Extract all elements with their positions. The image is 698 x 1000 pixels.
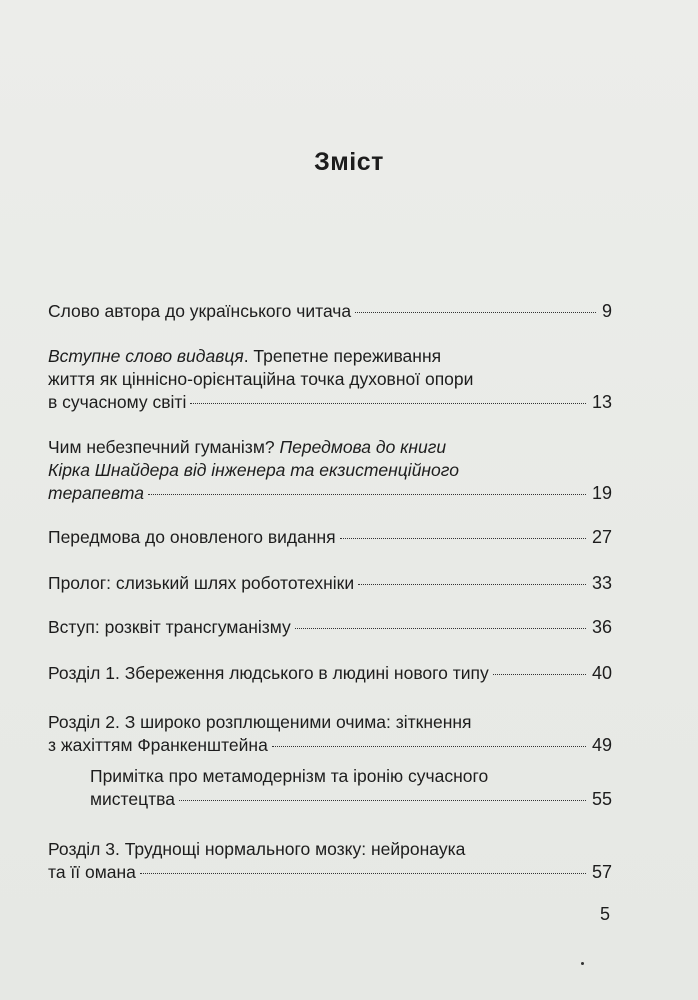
dot-leader — [358, 584, 586, 585]
entry-page-number: 19 — [591, 483, 612, 503]
entry-title: Розділ 3. Труднощі нормального мозку: нейронаука — [48, 839, 466, 859]
dot-leader — [493, 674, 586, 675]
ink-speck — [581, 962, 584, 965]
entry-title: Слово автора до українського читача — [48, 301, 352, 321]
entry-page-number: 40 — [591, 663, 612, 683]
toc-entry[interactable] — [48, 300, 612, 323]
entry-title-italic: Передмова до книги — [279, 437, 447, 457]
entry-title-line: Кірка Шнайдера від інженера та екзистенційного — [48, 460, 459, 480]
dot-leader — [355, 312, 596, 313]
toc-entry[interactable] — [48, 838, 612, 884]
entry-title-line: терапевта — [48, 483, 144, 503]
entry-page-number: 9 — [601, 301, 612, 321]
entry-title: Вступ: розквіт трансгуманізму — [48, 617, 291, 637]
toc-subentry[interactable] — [90, 765, 612, 811]
entry-title: Пролог: слизький шлях робототехніки — [48, 573, 355, 593]
entry-page-number: 55 — [591, 789, 612, 809]
entry-title: . Трепетне переживання — [243, 346, 442, 366]
entry-title-line: та її омана — [48, 862, 136, 882]
dot-leader — [340, 538, 586, 539]
entry-title: Чим небезпечний гуманізм? — [48, 437, 280, 457]
toc-entry[interactable] — [48, 711, 612, 757]
entry-title-line: в сучасному світі — [48, 392, 187, 412]
entry-title-line: мистецтва — [90, 789, 175, 809]
entry-title-line: з жахіттям Франкенштейна — [48, 735, 268, 755]
toc-entry[interactable] — [48, 662, 612, 685]
entry-page-number: 33 — [591, 573, 612, 593]
dot-leader — [295, 628, 586, 629]
entry-page-number: 13 — [591, 392, 612, 412]
page-number: 5 — [600, 904, 611, 924]
toc-entry[interactable] — [48, 572, 612, 595]
toc-entry[interactable] — [48, 436, 612, 505]
dot-leader — [148, 494, 586, 495]
dot-leader — [272, 746, 586, 747]
entry-page-number: 57 — [591, 862, 612, 882]
dot-leader — [140, 873, 586, 874]
entry-title: Розділ 2. З широко розплющеними очима: зіткнення — [48, 712, 472, 732]
entry-title-line: життя як ціннісно-орієнтаційна точка духовної опори — [48, 369, 474, 389]
dot-leader — [179, 800, 586, 801]
dot-leader — [190, 403, 586, 404]
entry-page-number: 36 — [591, 617, 612, 637]
entry-title: Передмова до оновленого видання — [48, 527, 336, 547]
toc-entry[interactable] — [48, 616, 612, 639]
entry-title: Примітка про метамодернізм та іронію сучасного — [90, 766, 489, 786]
entry-page-number: 49 — [591, 735, 612, 755]
entry-title-italic: Вступне слово видавця — [48, 346, 244, 366]
entry-page-number: 27 — [591, 527, 612, 547]
toc-heading: Зміст — [314, 148, 384, 176]
toc-entry[interactable] — [48, 345, 612, 414]
toc-entry[interactable] — [48, 526, 612, 549]
entry-title: Розділ 1. Збереження людського в людині нового типу — [48, 663, 489, 683]
